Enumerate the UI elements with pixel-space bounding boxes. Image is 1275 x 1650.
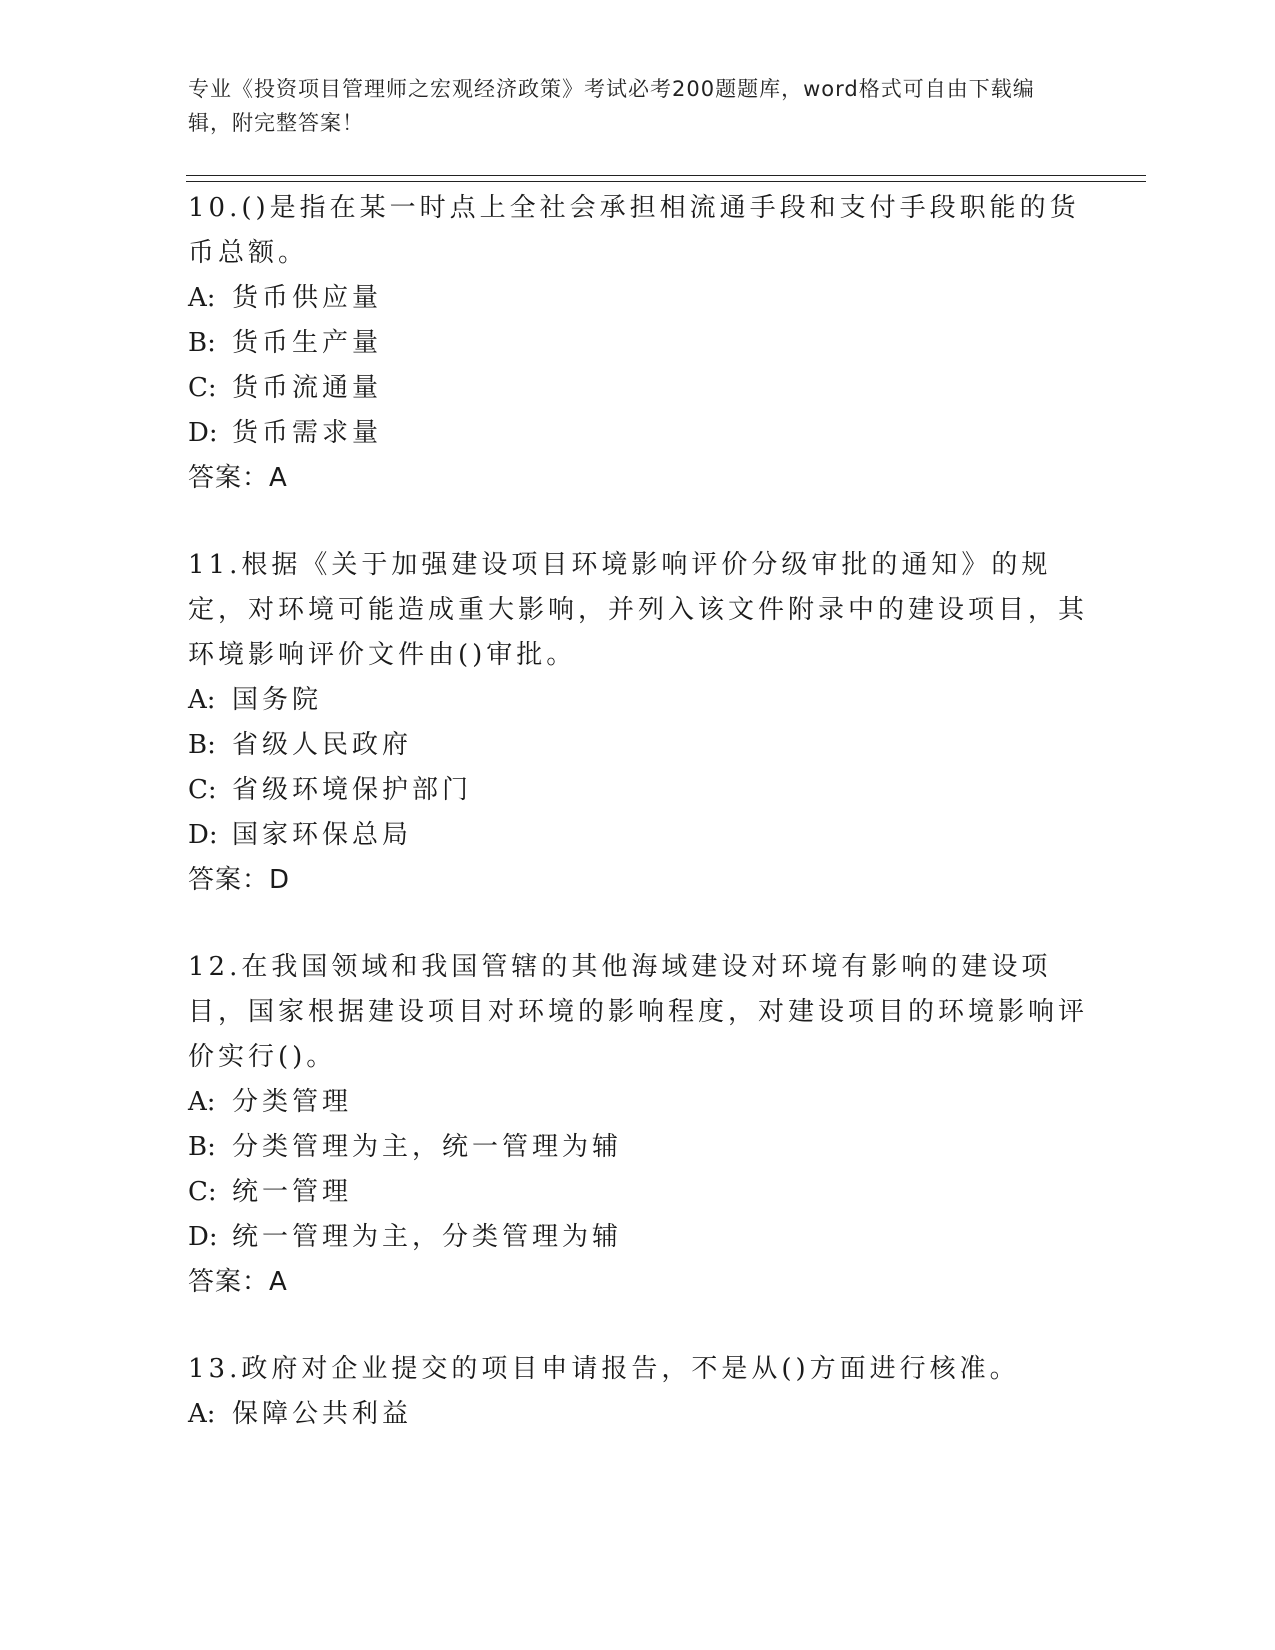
answer-label: 答案：D (188, 865, 291, 895)
option-text: 分类管理 (232, 1087, 353, 1117)
option-text: 统一管理为主，分类管理为辅 (232, 1222, 623, 1252)
option-text: 省级人民政府 (232, 730, 413, 760)
option-key: D: (188, 1222, 218, 1252)
option-d (188, 411, 1088, 456)
option-key: A: (188, 1399, 216, 1429)
question-12 (188, 945, 1088, 1305)
option-text: 省级环境保护部门 (232, 775, 473, 805)
option-a (188, 1392, 1088, 1437)
answer-label: 答案：A (188, 463, 288, 493)
option-c (188, 768, 1088, 813)
option-text: 分类管理为主，统一管理为辅 (232, 1132, 623, 1162)
option-c (188, 1170, 1088, 1215)
option-key: C: (188, 775, 217, 805)
option-d (188, 1215, 1088, 1260)
answer-label: 答案：A (188, 1267, 288, 1297)
question-stem: 12.在我国领域和我国管辖的其他海域建设对环境有影响的建设项目，国家根据建设项目对环境的影响程度，对建设项目的环境影响评价实行()。 (188, 952, 1089, 1072)
question-11 (188, 543, 1088, 903)
header-divider-bottom (186, 181, 1146, 182)
option-key: D: (188, 820, 218, 850)
option-d (188, 813, 1088, 858)
document-header: 专业《投资项目管理师之宏观经济政策》考试必考200题题库，word格式可自由下载编辑，附完整答案！ (188, 77, 1035, 135)
option-a (188, 678, 1088, 723)
option-a (188, 276, 1088, 321)
option-key: D: (188, 418, 218, 448)
question-stem: 10.()是指在某一时点上全社会承担相流通手段和支付手段职能的货币总额。 (188, 193, 1080, 268)
option-text: 保障公共利益 (232, 1399, 413, 1429)
option-text: 货币生产量 (232, 328, 383, 358)
option-text: 统一管理 (232, 1177, 353, 1207)
option-key: C: (188, 1177, 217, 1207)
question-list (188, 186, 1088, 1479)
question-13 (188, 1347, 1088, 1437)
question-stem: 11.根据《关于加强建设项目环境影响评价分级审批的通知》的规定，对环境可能造成重大影响，并列入该文件附录中的建设项目，其环境影响评价文件由()审批。 (188, 550, 1089, 670)
option-key: B: (188, 730, 216, 760)
option-key: B: (188, 1132, 216, 1162)
option-a (188, 1080, 1088, 1125)
option-text: 国家环保总局 (232, 820, 413, 850)
option-text: 货币需求量 (232, 418, 383, 448)
question-10 (188, 186, 1088, 501)
option-b (188, 1125, 1088, 1170)
option-key: A: (188, 283, 216, 313)
question-stem: 13.政府对企业提交的项目申请报告，不是从()方面进行核准。 (188, 1354, 1020, 1384)
option-key: B: (188, 328, 216, 358)
option-text: 货币流通量 (232, 373, 383, 403)
option-key: A: (188, 1087, 216, 1117)
option-text: 国务院 (232, 685, 323, 715)
option-c (188, 366, 1088, 411)
option-b (188, 723, 1088, 768)
option-b (188, 321, 1088, 366)
header-divider-top (186, 175, 1146, 176)
option-text: 货币供应量 (232, 283, 383, 313)
option-key: C: (188, 373, 217, 403)
option-key: A: (188, 685, 216, 715)
